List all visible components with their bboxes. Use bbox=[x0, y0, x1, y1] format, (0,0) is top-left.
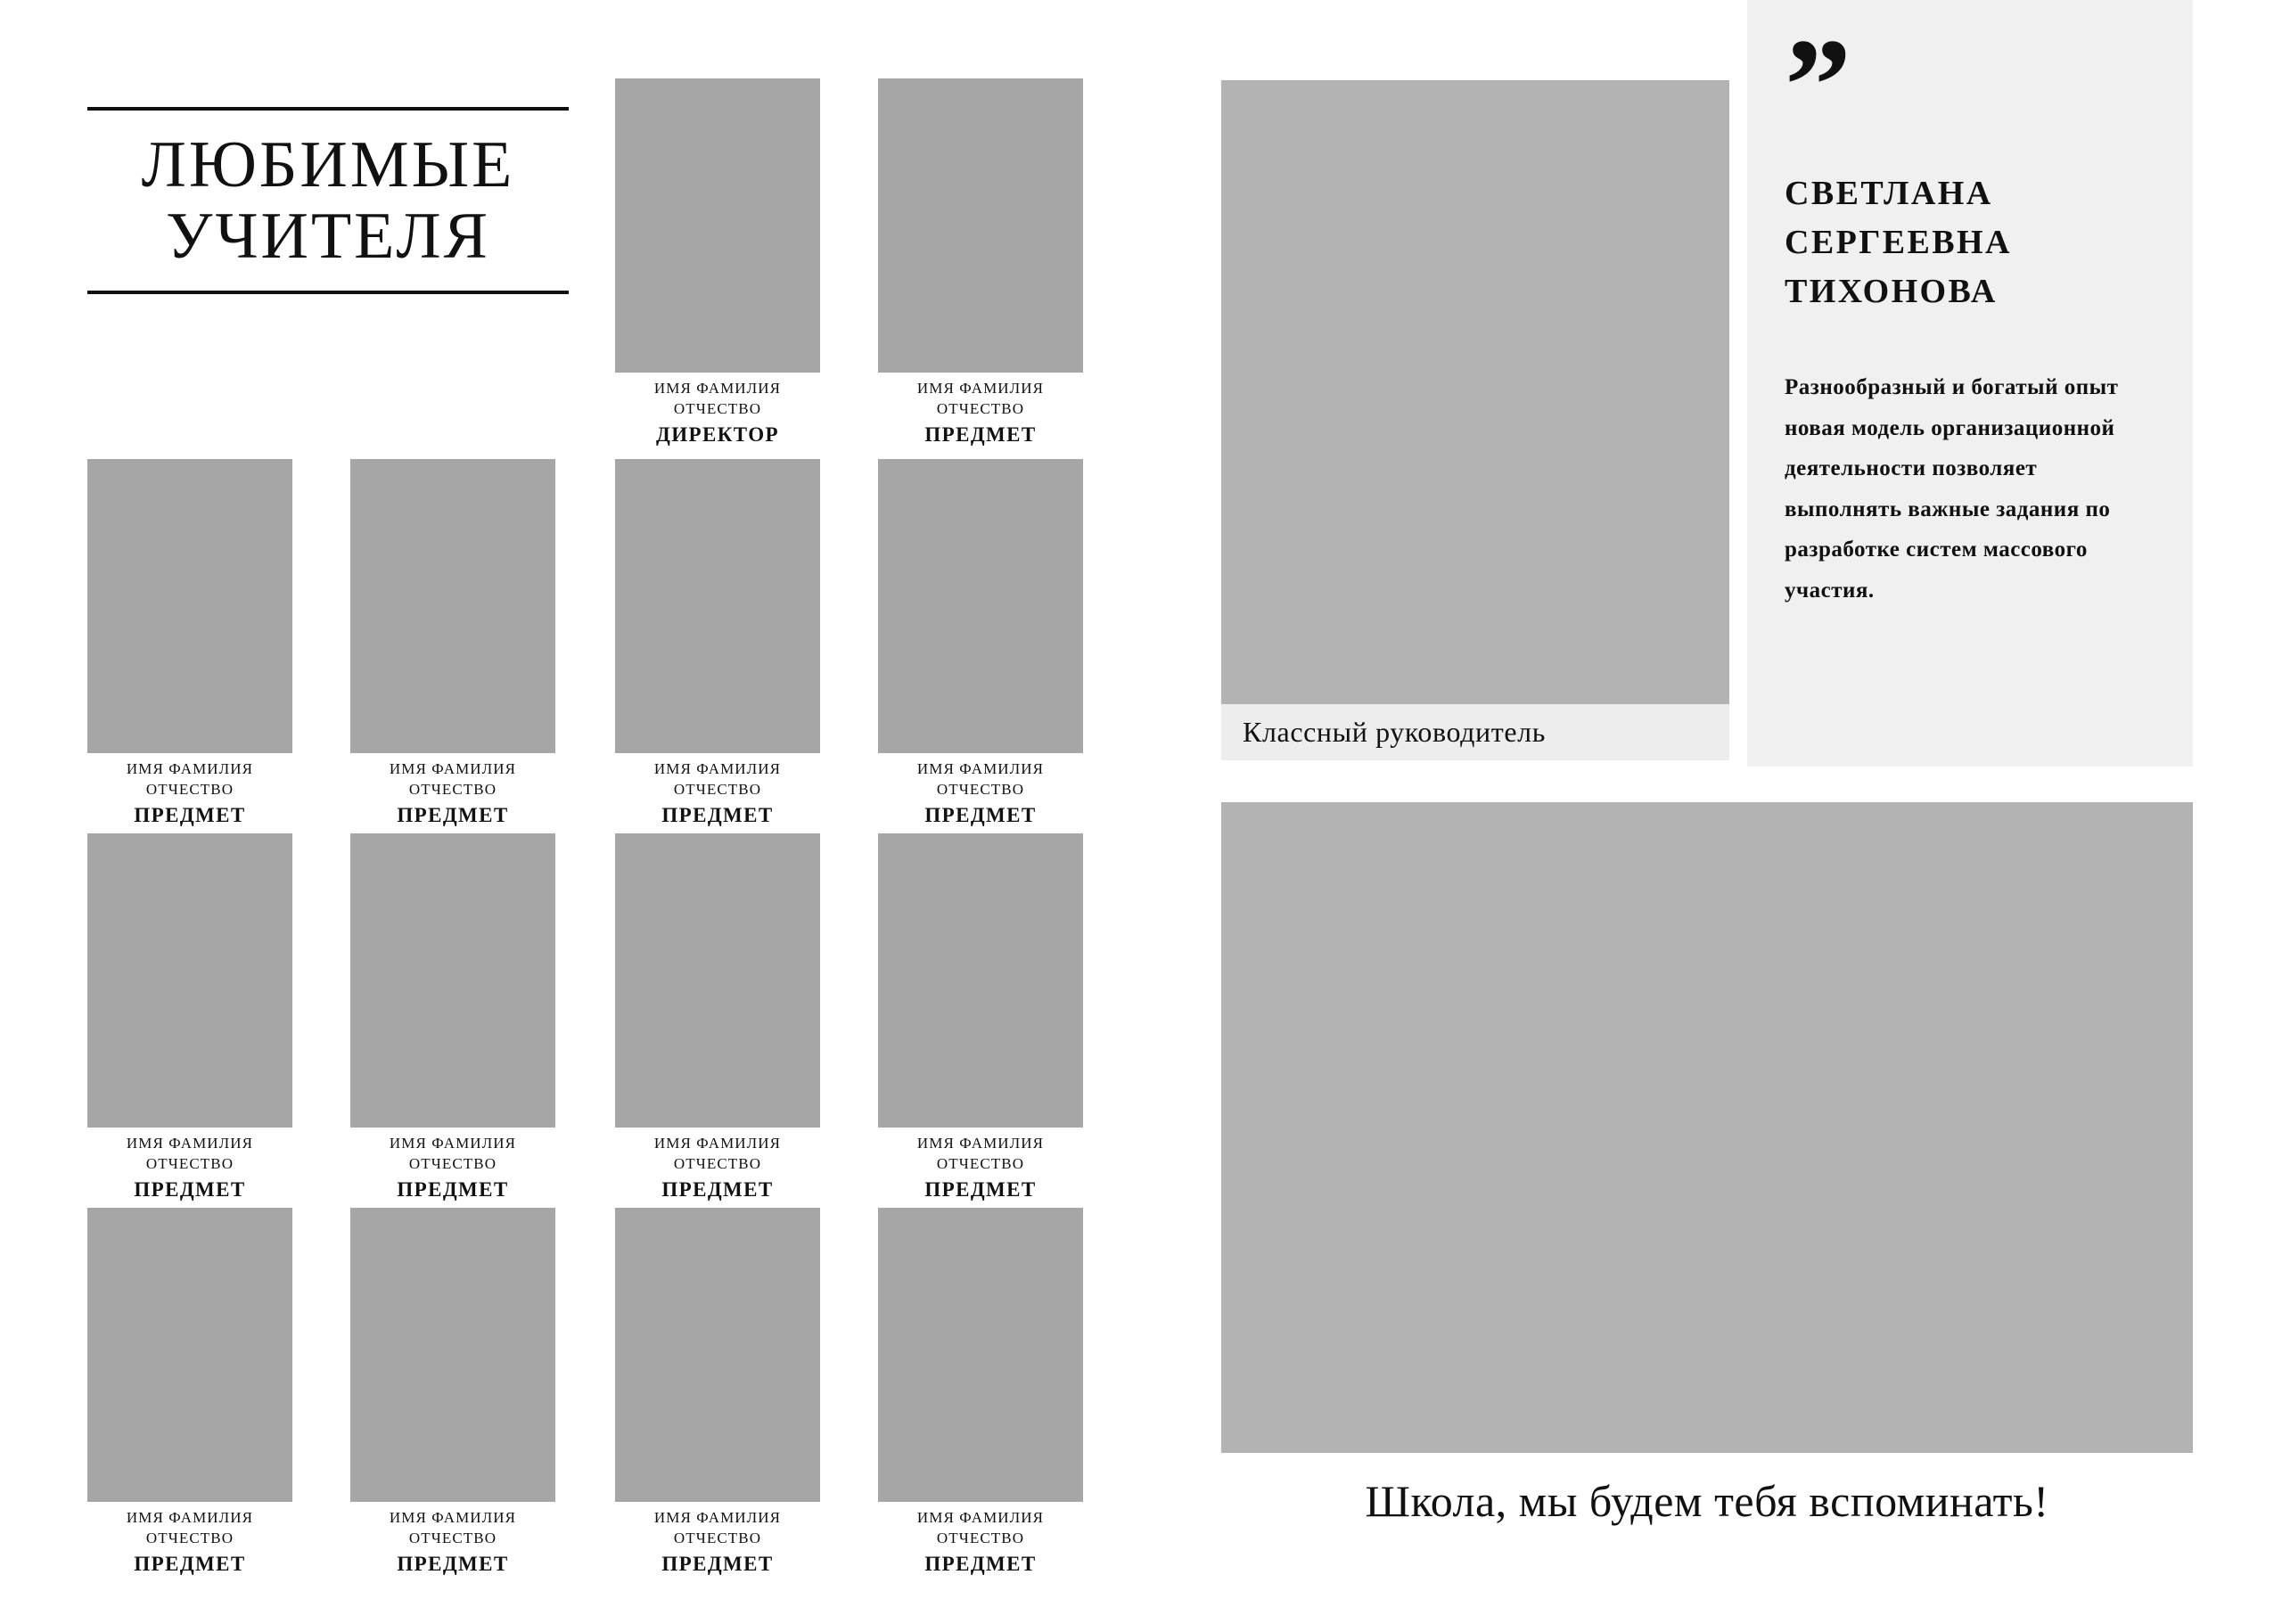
teacher-caption bbox=[851, 1134, 1110, 1202]
teacher-caption bbox=[851, 379, 1110, 447]
teacher-caption bbox=[588, 1508, 847, 1576]
page-title-line1: ЛЮБИМЫЕ bbox=[141, 128, 515, 201]
teacher-name-line1: ИМЯ ФАМИЛИЯ bbox=[389, 1509, 517, 1526]
teacher-caption bbox=[61, 1134, 319, 1202]
teacher-name-line1: ИМЯ ФАМИЛИЯ bbox=[916, 380, 1045, 397]
teacher-caption bbox=[588, 1134, 847, 1202]
teacher-role: ПРЕДМЕТ bbox=[397, 1177, 509, 1201]
teacher-caption bbox=[851, 759, 1110, 827]
teacher-name-line1: ИМЯ ФАМИЛИЯ bbox=[126, 1509, 254, 1526]
teacher-role: ПРЕДМЕТ bbox=[134, 803, 246, 826]
teacher-photo bbox=[878, 1208, 1083, 1502]
footer-caption: Школа, мы будем тебя вспоминать! bbox=[1365, 1476, 2049, 1526]
teacher-role: ПРЕДМЕТ bbox=[924, 803, 1037, 826]
teacher-name-line2: ОТЧЕСТВО bbox=[673, 780, 762, 798]
teacher-name-line2: ОТЧЕСТВО bbox=[145, 1529, 234, 1546]
featured-teacher-description: Разнообразный и богатый опыт новая модель организационной деятельности позволяет выполнять важные задания по разработке систем массового участия. bbox=[1785, 375, 2119, 603]
teacher-photo bbox=[878, 833, 1083, 1128]
teacher-name-line2: ОТЧЕСТВО bbox=[936, 1154, 1025, 1172]
teacher-photo bbox=[87, 1208, 292, 1502]
teacher-photo bbox=[615, 459, 820, 753]
teacher-name-line1: ИМЯ ФАМИЛИЯ bbox=[653, 1135, 782, 1152]
teacher-role: ПРЕДМЕТ bbox=[661, 1177, 774, 1201]
teacher-name-line1: ИМЯ ФАМИЛИЯ bbox=[916, 1509, 1045, 1526]
teacher-name-line2: ОТЧЕСТВО bbox=[408, 1154, 497, 1172]
teacher-name-line1: ИМЯ ФАМИЛИЯ bbox=[126, 760, 254, 777]
teacher-name-line1: ИМЯ ФАМИЛИЯ bbox=[916, 1135, 1045, 1152]
teacher-photo bbox=[878, 459, 1083, 753]
teacher-role: ПРЕДМЕТ bbox=[397, 803, 509, 826]
teacher-photo bbox=[615, 833, 820, 1128]
teacher-photo bbox=[87, 459, 292, 753]
right-page bbox=[1194, 0, 2282, 1624]
teacher-name-line1: ИМЯ ФАМИЛИЯ bbox=[126, 1135, 254, 1152]
teacher-name-line1: ИМЯ ФАМИЛИЯ bbox=[389, 760, 517, 777]
teacher-role: ПРЕДМЕТ bbox=[134, 1552, 246, 1575]
teacher-name-line1: ИМЯ ФАМИЛИЯ bbox=[916, 760, 1045, 777]
page-title-block bbox=[87, 107, 569, 294]
teacher-name-line2: ОТЧЕСТВО bbox=[408, 780, 497, 798]
teacher-name-line2: ОТЧЕСТВО bbox=[673, 399, 762, 417]
teacher-name-line2: ОТЧЕСТВО bbox=[936, 1529, 1025, 1546]
teacher-name-line2: ОТЧЕСТВО bbox=[145, 1154, 234, 1172]
teacher-role: ПРЕДМЕТ bbox=[134, 1177, 246, 1201]
teacher-name-line2: ОТЧЕСТВО bbox=[673, 1154, 762, 1172]
teacher-photo bbox=[350, 1208, 555, 1502]
teacher-caption bbox=[324, 759, 582, 827]
class-group-photo bbox=[1221, 802, 2193, 1453]
page-title bbox=[87, 130, 569, 273]
teacher-photo bbox=[615, 1208, 820, 1502]
title-rule-top bbox=[87, 107, 569, 111]
teacher-caption bbox=[851, 1508, 1110, 1576]
teacher-name-line1: ИМЯ ФАМИЛИЯ bbox=[653, 760, 782, 777]
teacher-role: ПРЕДМЕТ bbox=[924, 1177, 1037, 1201]
teacher-role: ПРЕДМЕТ bbox=[661, 803, 774, 826]
teacher-caption bbox=[324, 1134, 582, 1202]
teacher-role: ПРЕДМЕТ bbox=[661, 1552, 774, 1575]
teacher-photo bbox=[350, 459, 555, 753]
teacher-name-line2: ОТЧЕСТВО bbox=[936, 399, 1025, 417]
teacher-photo bbox=[615, 78, 820, 373]
title-rule-bottom bbox=[87, 291, 569, 294]
teacher-photo bbox=[350, 833, 555, 1128]
teacher-name-line2: ОТЧЕСТВО bbox=[936, 780, 1025, 798]
teacher-name-line2: ОТЧЕСТВО bbox=[673, 1529, 762, 1546]
teacher-role: ПРЕДМЕТ bbox=[924, 422, 1037, 446]
teacher-role: ПРЕДМЕТ bbox=[397, 1552, 509, 1575]
teacher-caption bbox=[588, 759, 847, 827]
teacher-role: ДИРЕКТОР bbox=[656, 422, 779, 446]
featured-teacher-photo bbox=[1221, 80, 1729, 704]
teacher-name-line2: ОТЧЕСТВО bbox=[145, 780, 234, 798]
teacher-caption bbox=[61, 759, 319, 827]
featured-teacher-panel bbox=[1747, 0, 2193, 767]
teacher-name-line1: ИМЯ ФАМИЛИЯ bbox=[389, 1135, 517, 1152]
page-title-line2: УЧИТЕЛЯ bbox=[166, 199, 490, 273]
teacher-photo bbox=[87, 833, 292, 1128]
teacher-caption bbox=[588, 379, 847, 447]
teacher-name-line2: ОТЧЕСТВО bbox=[408, 1529, 497, 1546]
featured-teacher-role-label: Классный руководитель bbox=[1221, 704, 1729, 760]
teacher-role: ПРЕДМЕТ bbox=[924, 1552, 1037, 1575]
featured-teacher-name: СВЕТЛАНА СЕРГЕЕВНА ТИХОНОВА bbox=[1785, 175, 2012, 311]
quote-icon: ” bbox=[1785, 12, 1846, 160]
teacher-caption bbox=[61, 1508, 319, 1576]
teacher-name-line1: ИМЯ ФАМИЛИЯ bbox=[653, 1509, 782, 1526]
teacher-caption bbox=[324, 1508, 582, 1576]
teacher-name-line1: ИМЯ ФАМИЛИЯ bbox=[653, 380, 782, 397]
teacher-photo bbox=[878, 78, 1083, 373]
